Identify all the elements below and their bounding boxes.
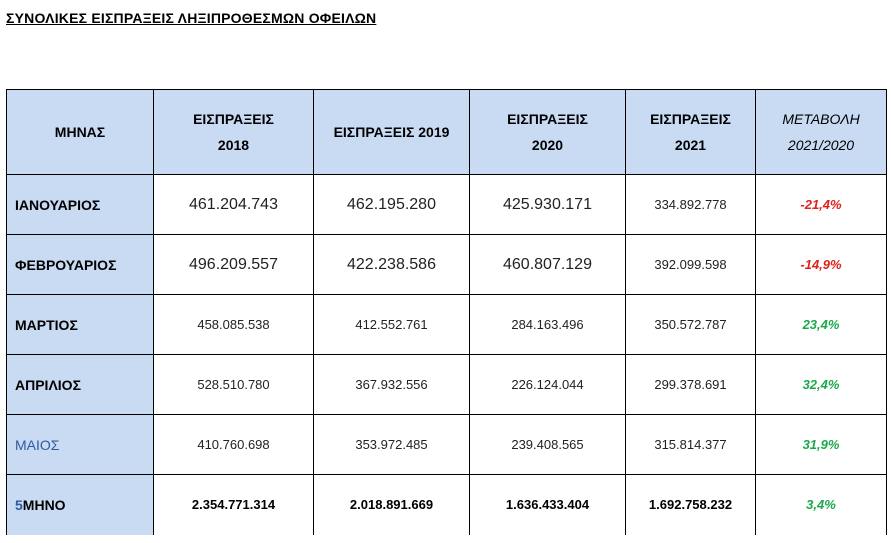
value-2021: 350.572.787 — [626, 295, 756, 355]
table-row — [7, 355, 887, 415]
value-2020: 239.408.565 — [470, 415, 626, 475]
change-cell: -14,9% — [756, 235, 887, 295]
header-2019: ΕΙΣΠΡΑΞΕΙΣ 2019 — [314, 90, 470, 175]
value-2018: 461.204.743 — [154, 175, 314, 235]
value-2020: 284.163.496 — [470, 295, 626, 355]
value-2021: 392.099.598 — [626, 235, 756, 295]
total-2019: 2.018.891.669 — [314, 475, 470, 535]
table-row — [7, 175, 887, 235]
total-row — [7, 475, 887, 535]
value-2020: 226.124.044 — [470, 355, 626, 415]
change-cell: 32,4% — [756, 355, 887, 415]
total-label — [7, 475, 154, 535]
collections-table — [6, 89, 887, 535]
header-change-line1: ΜΕΤΑΒΟΛΗ — [782, 111, 860, 127]
page-title: ΣΥΝΟΛΙΚΕΣ ΕΙΣΠΡΑΞΕΙΣ ΛΗΞΙΠΡΟΘΕΣΜΩΝ ΟΦΕΙΛΩΝ — [6, 10, 377, 26]
header-change-line2: 2021/2020 — [787, 137, 855, 153]
header-2020-line2: 2020 — [531, 137, 564, 153]
table-row — [7, 415, 887, 475]
value-2018: 458.085.538 — [154, 295, 314, 355]
header-2021-line1: ΕΙΣΠΡΑΞΕΙΣ — [650, 111, 731, 127]
table-row — [7, 235, 887, 295]
total-2020: 1.636.433.404 — [470, 475, 626, 535]
table-row — [7, 295, 887, 355]
value-2019: 422.238.586 — [314, 235, 470, 295]
total-label-lead: 5 — [15, 496, 23, 513]
value-2019: 462.195.280 — [314, 175, 470, 235]
total-2021: 1.692.758.232 — [626, 475, 756, 535]
change-cell: 31,9% — [756, 415, 887, 475]
header-change — [756, 90, 887, 175]
header-2021-line2: 2021 — [674, 137, 707, 153]
change-cell: -21,4% — [756, 175, 887, 235]
header-2021 — [626, 90, 756, 175]
month-cell: ΑΠΡΙΛΙΟΣ — [7, 355, 154, 415]
header-2018-line1: ΕΙΣΠΡΑΞΕΙΣ — [193, 111, 274, 127]
header-2018-line2: 2018 — [217, 137, 250, 153]
value-2018: 410.760.698 — [154, 415, 314, 475]
value-2019: 367.932.556 — [314, 355, 470, 415]
total-label-rest: ΜΗΝΟ — [22, 496, 66, 513]
month-cell: ΦΕΒΡΟΥΑΡΙΟΣ — [7, 235, 154, 295]
header-row — [7, 90, 887, 175]
value-2019: 412.552.761 — [314, 295, 470, 355]
value-2021: 315.814.377 — [626, 415, 756, 475]
value-2021: 299.378.691 — [626, 355, 756, 415]
month-cell: ΙΑΝΟΥΑΡΙΟΣ — [7, 175, 154, 235]
header-month: ΜΗΝΑΣ — [7, 90, 154, 175]
value-2020: 425.930.171 — [470, 175, 626, 235]
change-cell: 23,4% — [756, 295, 887, 355]
total-2018: 2.354.771.314 — [154, 475, 314, 535]
header-2020 — [470, 90, 626, 175]
header-2020-line1: ΕΙΣΠΡΑΞΕΙΣ — [507, 111, 588, 127]
total-change: 3,4% — [756, 475, 887, 535]
month-cell: ΜΑΡΤΙΟΣ — [7, 295, 154, 355]
value-2018: 496.209.557 — [154, 235, 314, 295]
value-2019: 353.972.485 — [314, 415, 470, 475]
month-cell: ΜΑΙΟΣ — [7, 415, 154, 475]
value-2018: 528.510.780 — [154, 355, 314, 415]
value-2021: 334.892.778 — [626, 175, 756, 235]
value-2020: 460.807.129 — [470, 235, 626, 295]
header-2018 — [154, 90, 314, 175]
